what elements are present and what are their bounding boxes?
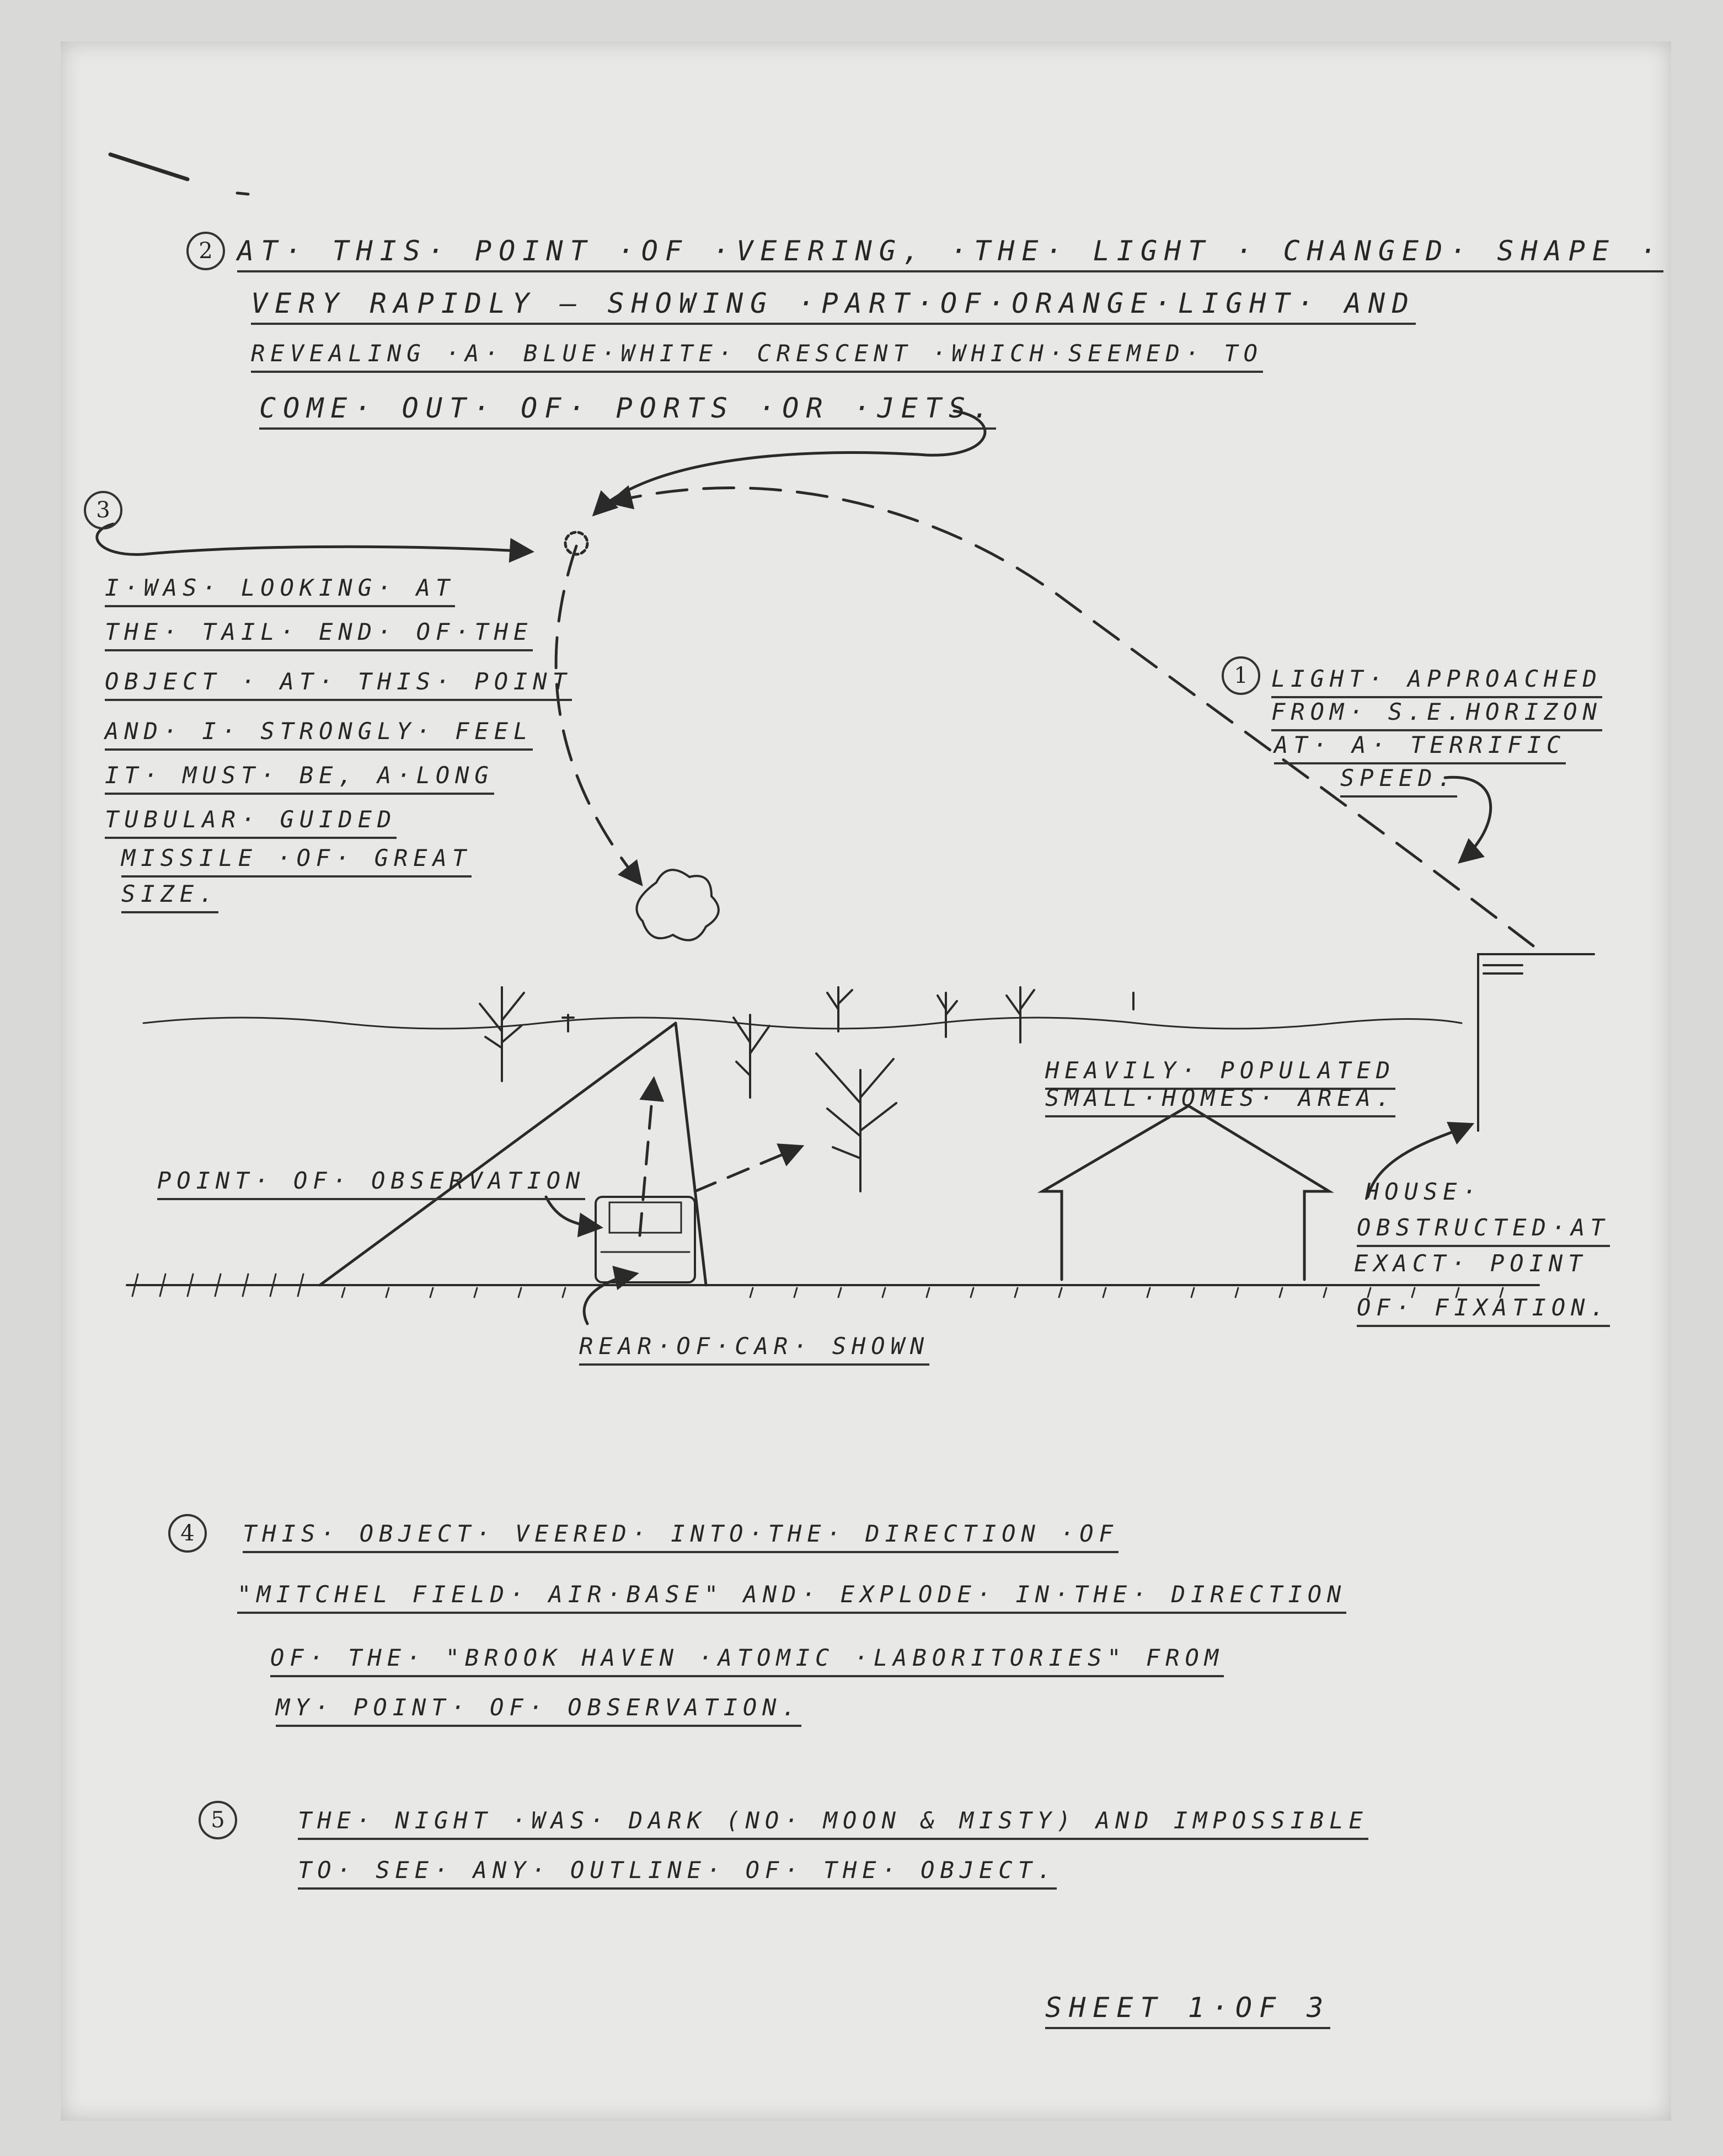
- note1-line-3: AT· A· TERRIFIC: [1274, 734, 1566, 764]
- label-observation: POINT· OF· OBSERVATION: [157, 1169, 585, 1200]
- label-house-3: EXACT· POINT: [1354, 1250, 1588, 1277]
- label-house-1: HOUSE·: [1365, 1178, 1482, 1205]
- note2-line-2: VERY RAPIDLY — SHOWING ·PART·OF·ORANGE·LIGHT· AND: [251, 290, 1416, 325]
- note3-line-4: AND· I· STRONGLY· FEEL: [105, 720, 533, 751]
- label-populated-2: SMALL·HOMES· AREA.: [1045, 1087, 1395, 1117]
- stray-mark: [237, 193, 248, 194]
- note3-line-1: I·WAS· LOOKING· AT: [105, 576, 455, 607]
- note1-line-2: FROM· S.E.HORIZON: [1271, 700, 1602, 731]
- leader-observation: [546, 1197, 598, 1227]
- leader-note3: [97, 524, 529, 554]
- field-tree: [816, 1053, 896, 1191]
- house-outline: [1042, 1106, 1329, 1280]
- note4-line-1: THIS· OBJECT· VEERED· INTO·THE· DIRECTION ·OF: [243, 1522, 1119, 1553]
- note5-line-1: THE· NIGHT ·WAS· DARK (NO· MOON & MISTY) AND IMPOSSIBLE: [298, 1809, 1368, 1840]
- car-rear: [596, 1197, 695, 1282]
- label-house-2: OBSTRUCTED·AT: [1357, 1216, 1610, 1247]
- line-of-sight-right: [695, 1147, 800, 1191]
- sight-line-right: [676, 1023, 706, 1285]
- note1-line-1: LIGHT· APPROACHED: [1271, 667, 1602, 698]
- note4-line-2: "MITCHEL FIELD· AIR·BASE" AND· EXPLODE· IN·THE· DIRECTION: [237, 1583, 1346, 1614]
- note5-number: 5: [199, 1801, 237, 1839]
- note1-line-4: SPEED.: [1340, 767, 1457, 798]
- note4-line-4: MY· POINT· OF· OBSERVATION.: [276, 1696, 801, 1727]
- note2-line-4: COME· OUT· OF· PORTS ·OR ·JETS.: [259, 394, 996, 430]
- note3-line-7: MISSILE ·OF· GREAT: [121, 847, 472, 878]
- sheet-number: SHEET 1·OF 3: [1045, 1994, 1330, 2029]
- note5-line-2: TO· SEE· ANY· OUTLINE· OF· THE· OBJECT.: [298, 1859, 1057, 1890]
- explosion-burst: [636, 870, 718, 940]
- note3-line-3: OBJECT · AT· THIS· POINT: [105, 670, 572, 701]
- note3-line-6: TUBULAR· GUIDED: [105, 808, 397, 839]
- stray-mark: [110, 154, 188, 179]
- label-car: REAR·OF·CAR· SHOWN: [579, 1335, 929, 1366]
- note2-line-1: AT· THIS· POINT ·OF ·VEERING, ·THE· LIGHT · CHANGED· SHAPE ·: [237, 237, 1663, 272]
- note1-number: 1: [1222, 656, 1260, 695]
- note4-line-3: OF· THE· "BROOK HAVEN ·ATOMIC ·LABORITORIES" FROM: [270, 1646, 1224, 1677]
- tall-building: [1478, 954, 1594, 1131]
- object-veering-point: [565, 532, 587, 554]
- note2-number: 2: [186, 232, 225, 270]
- flight-path-descent: [556, 546, 640, 882]
- note3-line-2: THE· TAIL· END· OF·THE: [105, 620, 533, 651]
- sight-line-left: [320, 1023, 676, 1285]
- note3-line-8: SIZE.: [121, 882, 218, 913]
- note2-line-3: REVEALING ·A· BLUE·WHITE· CRESCENT ·WHICH·SEEMED· TO: [251, 342, 1263, 373]
- note3-number: 3: [84, 491, 122, 529]
- note3-line-5: IT· MUST· BE, A·LONG: [105, 764, 494, 795]
- line-of-sight-up: [640, 1081, 654, 1235]
- label-populated-1: HEAVILY· POPULATED: [1045, 1059, 1395, 1090]
- horizon-trees: [480, 987, 1133, 1098]
- horizon-line: [143, 1018, 1462, 1029]
- car-window: [609, 1202, 681, 1233]
- note4-number: 4: [168, 1514, 207, 1553]
- label-house-4: OF· FIXATION.: [1357, 1296, 1610, 1327]
